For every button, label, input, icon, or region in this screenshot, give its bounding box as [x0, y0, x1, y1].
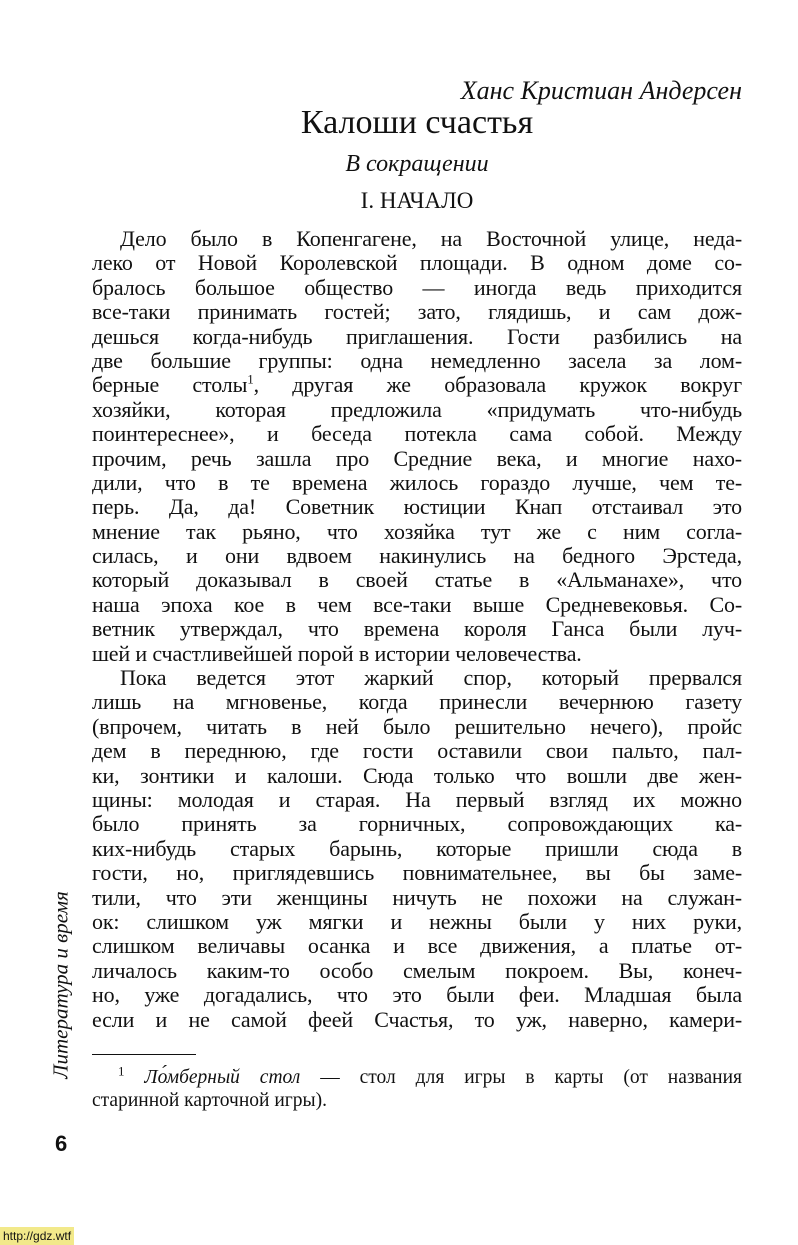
footnote-line [92, 1063, 742, 1089]
text-line: щины: молодая и старая. На первый взгляд их можно [92, 786, 742, 812]
story-subtitle: В сокращении [345, 151, 489, 177]
story-title: Калоши счастья [300, 104, 534, 141]
author-name: Ханс Кристиан Андерсен [460, 76, 742, 105]
footnote-reference: 1 [247, 372, 254, 388]
body-text [92, 227, 742, 1032]
text-line: мнение так рьяно, что хозяйка тут же с ним согла- [92, 518, 742, 544]
text-line: слишком величавы осанка и все движения, а платье от- [92, 933, 742, 959]
footnote [92, 1063, 742, 1112]
text-line: Пока ведется этот жаркий спор, который прервался [120, 665, 742, 691]
text-fragment: , другая же образовала кружок вокруг [253, 372, 743, 398]
text-line: лишь на мгновенье, когда принесли вечернюю газету [92, 689, 742, 715]
text-line-with-footnote [92, 373, 742, 397]
text-line: но, уже догадались, что это были феи. Младшая была [92, 982, 742, 1008]
text-line: (впрочем, читать в ней было решительно нечего), пройс [92, 713, 742, 739]
text-line: личалось каким-то особо смелым покроем. Вы, конеч- [92, 957, 742, 983]
text-line: шей и счастливейшей порой в истории человечества. [92, 640, 582, 666]
text-line: дили, что в те времена жилось гораздо лучше, чем те- [92, 469, 742, 495]
text-line: ветник утверждал, что времена короля Ганса были луч- [92, 616, 742, 642]
text-line: ок: слишком уж мягки и нежны были у них руки, [92, 908, 742, 934]
text-line: хозяйки, которая предложила «придумать что-нибудь [92, 396, 742, 422]
text-line: гости, но, приглядевшись повнимательнее, вы бы заме- [92, 860, 742, 886]
text-line: поинтереснее», и беседа потекла сама собой. Между [92, 421, 742, 447]
text-fragment: берные столы [92, 372, 248, 398]
text-line: тили, что эти женщины ничуть не похожи на служан- [92, 884, 742, 910]
footnote-term: Ло́мберный стол [144, 1067, 301, 1088]
text-line: который доказывал в своей статье в «Альманахе», что [92, 567, 742, 593]
text-line: если и не самой феей Счастья, то уж, наверно, камери- [92, 1006, 742, 1032]
text-line: было принять за горничных, сопровождающих ка- [92, 811, 742, 837]
footnote-number: 1 [118, 1063, 125, 1079]
text-line: две большие группы: одна немедленно засела за лом- [92, 347, 742, 373]
footnote-definition: — стол для игры в карты (от названия [300, 1067, 742, 1088]
watermark-link[interactable]: http://gdz.wtf [0, 1227, 74, 1245]
chapter-heading: I. НАЧАЛО [360, 188, 474, 213]
text-line: прочим, речь зашла про Средние века, и многие нахо- [92, 445, 742, 471]
text-line: бралось большое общество — иногда ведь приходится [92, 274, 742, 300]
page-number: 6 [55, 1131, 68, 1156]
text-line: дешься когда-нибудь приглашения. Гости разбились на [92, 323, 742, 349]
text-line: ки, зонтики и калоши. Сюда только что вошли две жен- [92, 762, 742, 788]
text-line: леко от Новой Королевской площади. В одном доме со- [92, 250, 742, 276]
text-line: все-таки принимать гостей; зато, глядишь, и сам дож- [92, 299, 742, 325]
text-line: силась, и они вдвоем накинулись на бедного Эрстеда, [92, 543, 742, 569]
running-head [42, 860, 80, 1110]
footnote-line: старинной карточной игры). [92, 1090, 327, 1111]
text-line: перь. Да, да! Советник юстиции Кнап отстаивал это [92, 494, 742, 520]
text-line: наша эпоха кое в чем все-таки выше Средневековья. Со- [92, 591, 742, 617]
text-line: дем в переднюю, где гости оставили свои пальто, пал- [92, 738, 742, 764]
text-line: Дело было в Копенгагене, на Восточной улице, неда- [120, 226, 742, 251]
running-head-text: Литература и время [48, 891, 73, 1079]
text-line: ких-нибудь старых барынь, которые пришли сюда в [92, 835, 742, 861]
footnote-divider [92, 1054, 196, 1055]
